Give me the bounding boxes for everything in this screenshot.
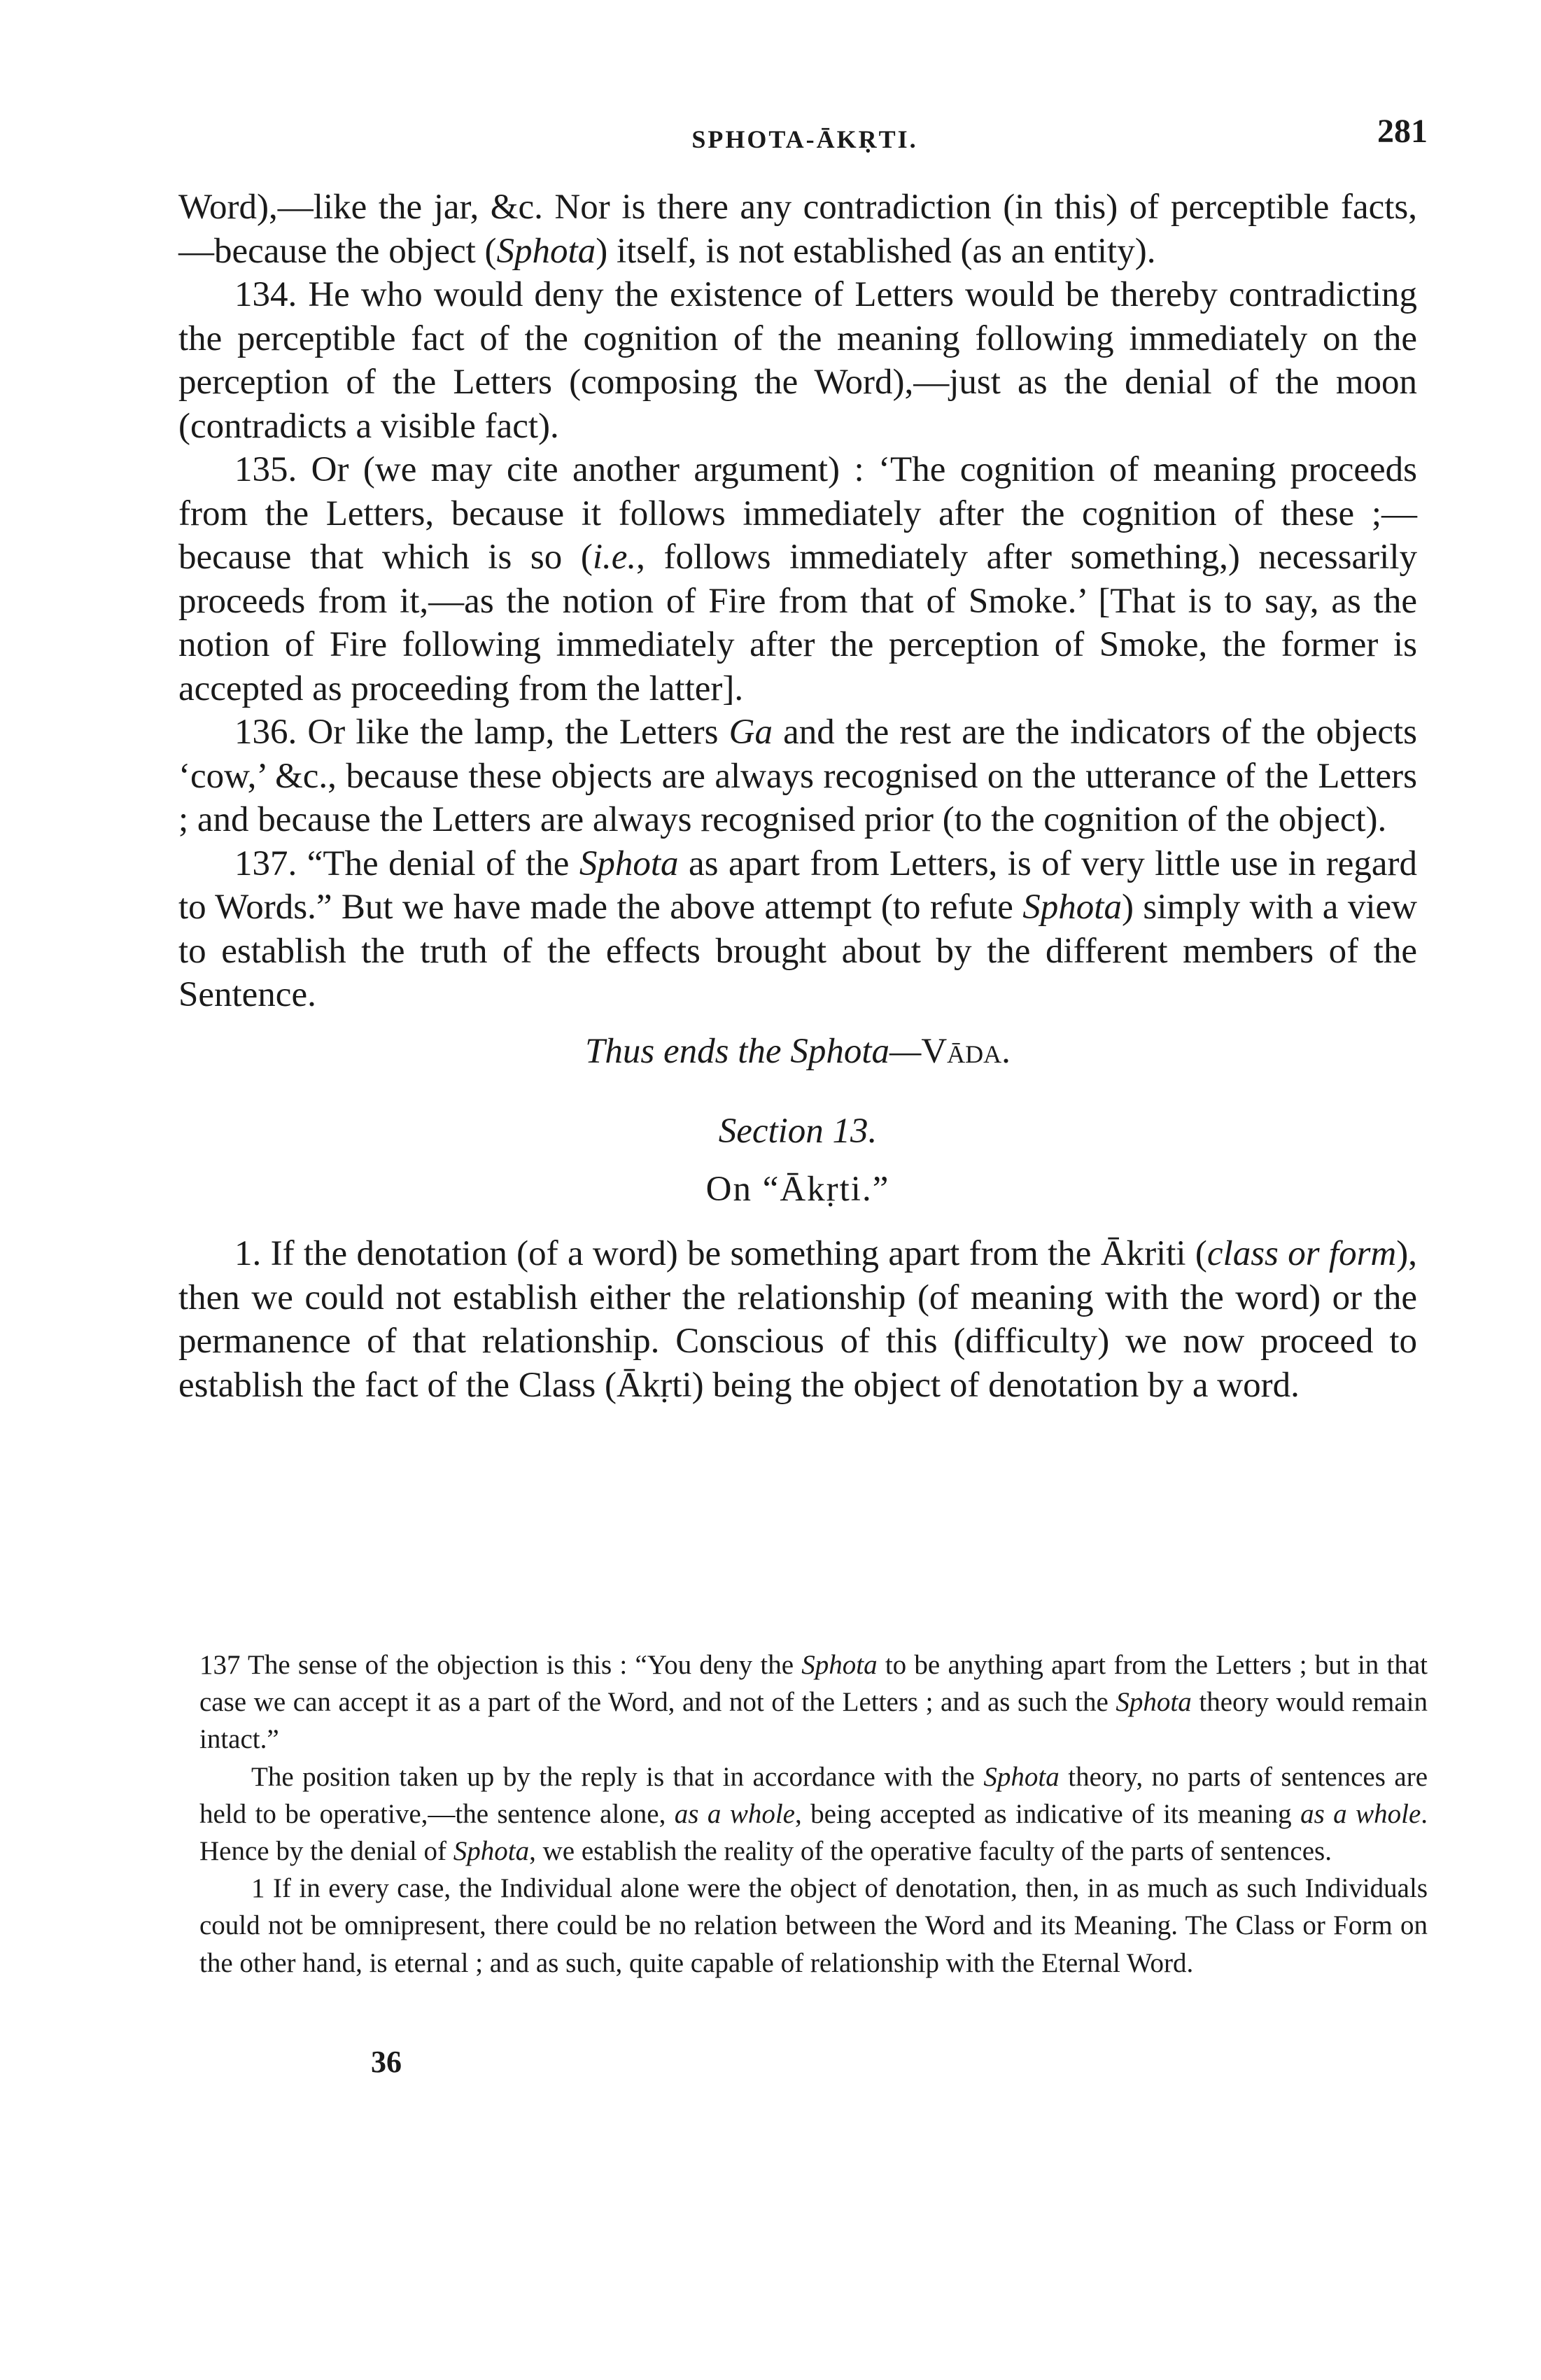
text-run: 135. Or (we may cite another argument) : ‘The cognition of meaning proceeds from the Letters, because it follows immediately after the cognition of these ;—because that which is so ( [178,450,1417,577]
signature-mark: 36 [371,2045,402,2079]
text-run: , being accepted as indicative of its meaning [794,1798,1301,1829]
italic-term: class or form [1206,1234,1397,1273]
footnote-137-continued [199,1758,1428,1870]
footnote-137 [199,1646,1428,1758]
page-header [182,112,1428,168]
paragraph-137 [178,842,1417,1017]
italic-term: as a whole [1300,1798,1421,1829]
text-run: 136. Or like the lamp, the Letters [234,713,729,752]
italic-term: i.e. [592,538,637,577]
section-title: Section 13. [718,1112,878,1151]
text-run: 137 The sense of the objection is this : “You deny the [199,1650,802,1680]
paragraph-continuation [178,186,1417,273]
paragraph-1 [178,1232,1417,1407]
italic-term: Sphota [1116,1687,1192,1718]
text-run: 1. If the denotation (of a word) be something apart from the Ākriti ( [234,1234,1207,1273]
paragraph-136 [178,710,1417,842]
text-run: . Hence by the denial of [199,1798,1428,1867]
text-run: Thus ends the Sphota— [585,1031,922,1071]
text-run: Word),—like the jar, &c. Nor is there any contradiction (in this) of perceptible facts,—because the object ( [178,188,1417,271]
paragraph-135 [178,448,1417,710]
italic-term: as a whole [674,1798,795,1829]
footnote-1: 1 If in every case, the Individual alone were the object of denotation, then, in as much as such Individuals could not be omnipresent, there could be no relation between the Word and its Meaning. The Class or Form on the other hand, is eternal ; and as such, quite capable of relationship with the Eternal Word. [199,1873,1428,1978]
italic-term: Sphota [983,1761,1060,1792]
text-run: theory would remain intact.” [199,1687,1428,1755]
text-run: to be anything apart from the Letters ; but in that case we can accept it as a part of the Word, and not of the Letters ; and as such the [199,1650,1428,1718]
text-run: ), then we could not establish either the relationship (of meaning with the word) or the permanence of that relationship. Conscious of this (difficulty) we now proceed to establish the fact of the Class (Ākṛti) being the object of denotation by a word. [178,1234,1417,1405]
section-heading: On “Ākṛti.” [705,1169,890,1209]
page-number: 281 [1377,113,1428,150]
italic-term: Sphota [453,1836,530,1867]
main-text [178,186,1417,1407]
text-run: The position taken up by the reply is that in accordance with the [251,1761,984,1792]
text-run: theory, no parts of sentences are held to be operative,—the sentence alone, [199,1761,1428,1829]
text-run: Vāda. [921,1031,1011,1071]
italic-term: Sphota [1022,888,1122,927]
italic-term: Ga [729,713,773,752]
text-run: , we establish the reality of the operative faculty of the parts of sentences. [529,1836,1332,1867]
text-run: ) simply with a view to establish the truth of the effects brought about by the different members of the Sentence. [178,888,1417,1014]
text-run: , follows immediately after something,) necessarily proceeds from it,—as the notion of Fire from that of Smoke.’ [That is to say, as the notion of Fire following immediately after the perception of Smoke, the former is accepted as proceeding from the latter]. [178,538,1417,708]
text-run: and the rest are the indicators of the objects ‘cow,’ &c., because these objects are always recognised on the utterance of the Letters ; and because the Letters are always recognised prior (to the cognition of the object). [178,713,1417,839]
italic-term: Sphota [801,1650,878,1680]
text-run: 137. “The denial of the [234,844,579,883]
text-run: as apart from Letters, is of very little use in regard to Words.” But we have made the above attempt (to refute [178,844,1418,927]
italic-term: Sphota [496,231,596,271]
italic-term: Sphota [579,844,679,883]
section-end-line [178,1030,1417,1074]
running-head: SPHOTA-ĀKṚTI. [691,125,918,153]
text-run: ) itself, is not established (as an entity). [596,231,1156,271]
paragraph-134: 134. He who would deny the existence of Letters would be thereby contradicting the perceptible fact of the cognition of the meaning following immediately on the perception of the Letters (composing the Word),—just as the denial of the moon (contradicts a visible fact). [178,275,1417,446]
footnotes [199,1646,1428,1982]
